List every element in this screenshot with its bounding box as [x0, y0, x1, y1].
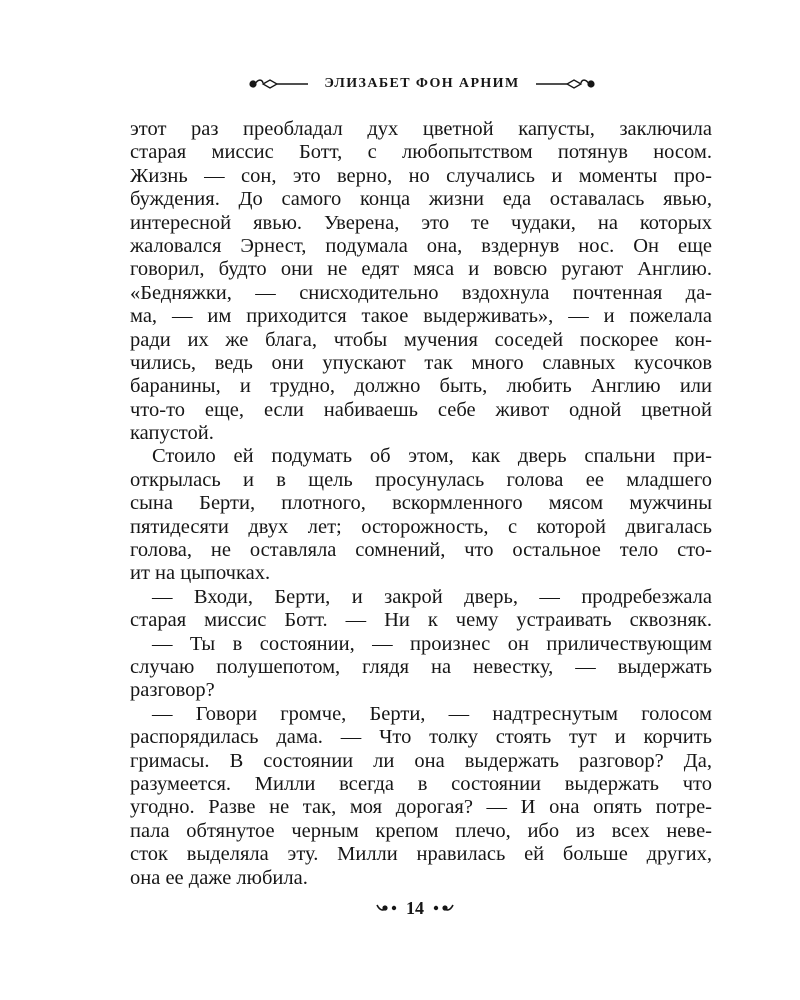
- text-line: этот раз преобладал дух цветной капусты, заключила: [130, 118, 712, 140]
- text-line: жаловался Эрнест, подумала она, вздернув нос. Он еще: [130, 234, 712, 257]
- text-line: ит на цыпочках.: [130, 562, 271, 585]
- text-line: пала обтянутое черным крепом плечо, ибо из всех невe-: [130, 819, 712, 842]
- text-line: — Ты в состоянии, — произнес он приличествующим: [152, 632, 712, 655]
- running-head: ЭЛИЗАБЕТ ФОН АРНИМ: [324, 76, 520, 91]
- running-header: [192, 70, 652, 98]
- text-line: интересной явью. Уверена, это те чудаки, на которых: [130, 211, 712, 234]
- page-footer: [360, 895, 470, 921]
- text-line: буждения. До самого конца жизни еда оставалась явью,: [130, 188, 712, 211]
- text-line: старая миссис Ботт. — Ни к чему устраивать сквозняк.: [130, 609, 712, 632]
- text-line: распорядилась дама. — Что толку стоять тут и корчить: [130, 726, 712, 749]
- text-line: Жизнь — сон, это верно, но случались и моменты про-: [130, 164, 712, 187]
- text-line: разумеется. Милли всегда в состоянии выдержать что: [130, 772, 712, 795]
- text-line: Стоило ей подумать об этом, как дверь спальни при-: [152, 445, 712, 468]
- flourish-right-icon: [534, 76, 596, 92]
- text-line: «Бедняжки, — снисходительно вздохнула почтенная да-: [130, 281, 712, 304]
- text-line: пятидесяти двух лет; осторожность, с которой двигалась: [130, 515, 712, 538]
- text-line: что-то еще, если набиваешь себе живот одной цветной: [130, 398, 712, 421]
- page-number: 14: [406, 897, 424, 918]
- text-line: чились, ведь они упускают так много славных кусочков: [130, 351, 712, 374]
- text-line: — Говори громче, Берти, — надтреснутым голосом: [152, 702, 712, 725]
- folio-flourish-right-icon: [432, 902, 454, 914]
- text-line: старая миссис Ботт, с любопытством потянув носом.: [130, 141, 712, 164]
- text-line: сток выделяла эту. Милли нравилась ей больше других,: [130, 843, 712, 866]
- text-line: говорил, будто они не едят мяса и вовсю ругают Англию.: [130, 258, 712, 281]
- text-line: она ее даже любила.: [130, 866, 308, 889]
- text-line: гримасы. В состоянии ли она выдержать разговор? Да,: [130, 749, 712, 772]
- body-text: [130, 118, 712, 890]
- text-line: угодно. Разве не так, моя дорогая? — И она опять потре-: [130, 796, 712, 819]
- text-line: баранины, и трудно, должно быть, любить Англию или: [130, 375, 712, 398]
- text-line: — Входи, Берти, и закрой дверь, — продребезжала: [152, 585, 712, 608]
- text-line: открылась и в щель просунулась голова ее младшего: [130, 468, 712, 491]
- text-line: голова, не оставляла сомнений, что остальное тело сто-: [130, 539, 712, 562]
- text-line: случаю полушепотом, глядя на невестку, — выдержать: [130, 655, 712, 678]
- text-line: разговор?: [130, 679, 215, 702]
- text-line: сына Берти, плотного, вскормленного мясом мужчины: [130, 492, 712, 515]
- text-line: капустой.: [130, 422, 214, 445]
- text-line: ма, — им приходится такое выдерживать», — и пожелала: [130, 305, 712, 328]
- text-line: ради их же блага, чтобы мучения соседей поскорее кон-: [130, 328, 712, 351]
- flourish-left-icon: [248, 76, 310, 92]
- folio-flourish-left-icon: [376, 902, 398, 914]
